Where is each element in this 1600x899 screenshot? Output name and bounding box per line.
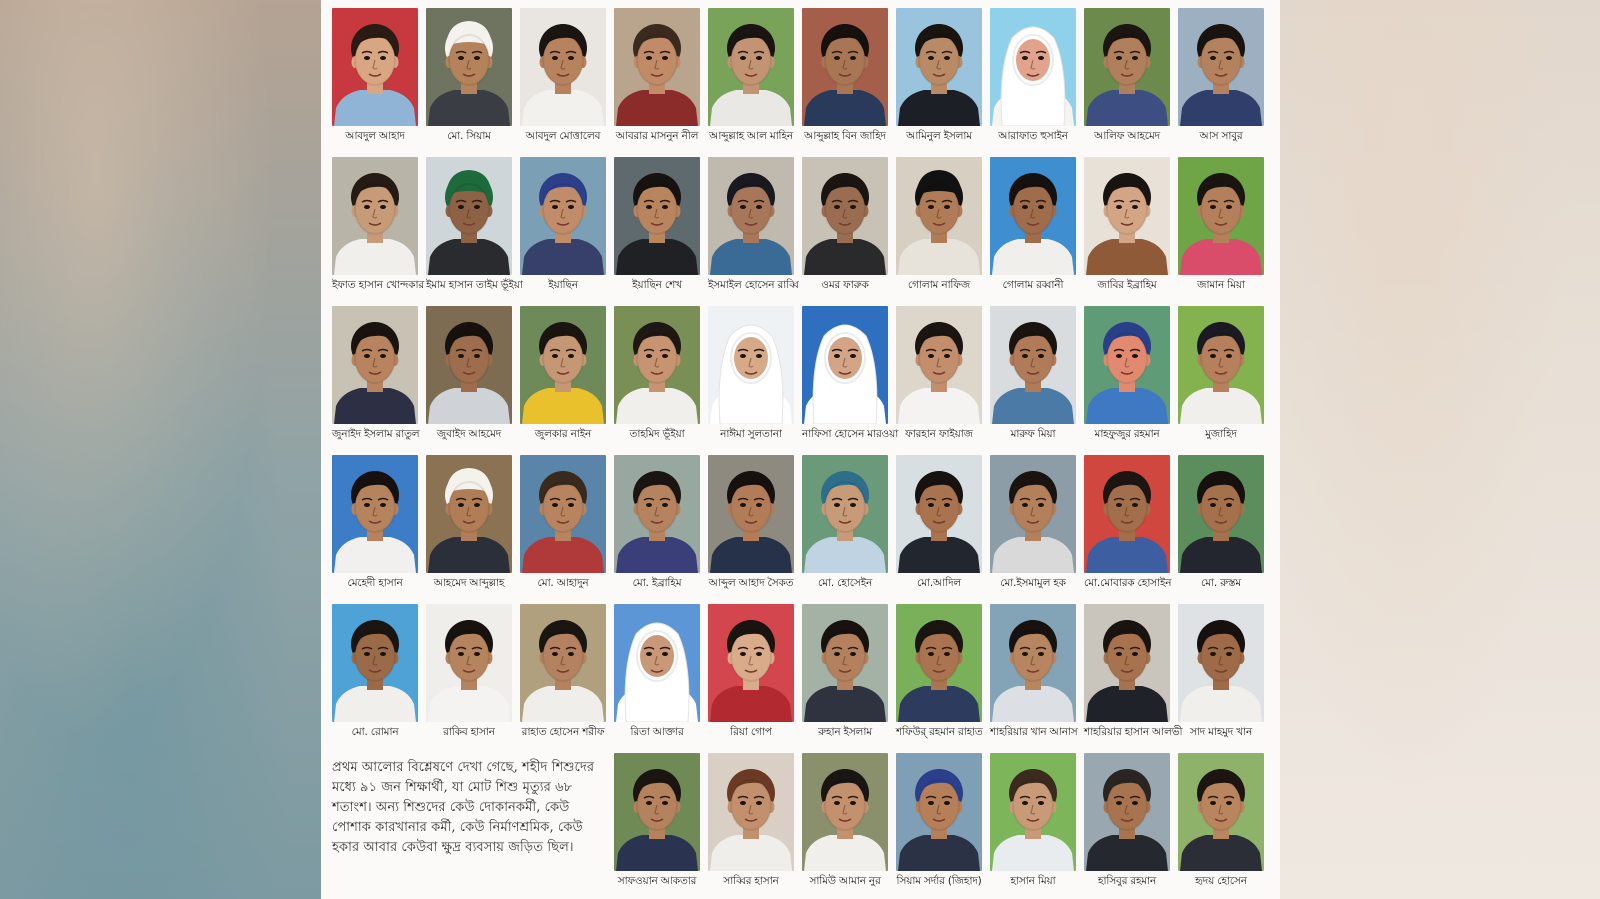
portrait-name: গোলাম নাফিজ bbox=[907, 279, 971, 291]
portrait-card bbox=[990, 455, 1076, 589]
portrait-card bbox=[426, 8, 512, 142]
portrait-name: আবদুল মোত্তালেব bbox=[525, 130, 601, 142]
portrait-name: আরাফাত হুসাইন bbox=[998, 130, 1068, 142]
portrait-photo bbox=[426, 306, 512, 424]
portrait-name: হৃদয় হোসেন bbox=[1195, 875, 1247, 887]
portrait-name: জুবাইদ আহমেদ bbox=[436, 428, 502, 440]
portrait-photo bbox=[802, 8, 888, 126]
portrait-card bbox=[520, 455, 606, 589]
portrait-photo bbox=[896, 753, 982, 871]
portrait-name: আবরার মাসনুন নীল bbox=[615, 130, 699, 142]
portrait-name: ইফাত হাসান খোন্দকার bbox=[332, 279, 424, 291]
portrait-name: সাফওয়ান আকতার bbox=[617, 875, 697, 887]
portrait-photo bbox=[1178, 306, 1264, 424]
portrait-card bbox=[990, 8, 1076, 142]
portrait-photo bbox=[802, 306, 888, 424]
portrait-name: রাকিব হাসান bbox=[443, 726, 495, 738]
blurred-background-left bbox=[0, 0, 321, 899]
portrait-name: মো. হোসেইন bbox=[817, 577, 873, 589]
portrait-card bbox=[990, 604, 1076, 738]
portrait-name: মাহফুজুর রহমান bbox=[1094, 428, 1160, 440]
portrait-card bbox=[802, 157, 888, 291]
portrait-card bbox=[1178, 604, 1264, 738]
portrait-photo bbox=[332, 8, 418, 126]
portrait-card bbox=[520, 306, 606, 440]
portrait-photo bbox=[802, 753, 888, 871]
portrait-card bbox=[896, 306, 982, 440]
portrait-name: জুনাইদ ইসলাম রাতুল bbox=[332, 428, 420, 440]
portrait-photo bbox=[802, 455, 888, 573]
portrait-card bbox=[708, 604, 794, 738]
portrait-photo bbox=[520, 157, 606, 275]
portrait-photo bbox=[520, 604, 606, 722]
portrait-card bbox=[332, 306, 418, 440]
portrait-photo bbox=[1178, 455, 1264, 573]
portrait-name: মুজাহিদ bbox=[1205, 428, 1237, 440]
portrait-card bbox=[1084, 306, 1170, 440]
portrait-card bbox=[426, 306, 512, 440]
portrait-card bbox=[896, 8, 982, 142]
portrait-card bbox=[1084, 8, 1170, 142]
portrait-photo bbox=[520, 306, 606, 424]
portrait-card bbox=[708, 753, 794, 887]
portrait-photo bbox=[708, 306, 794, 424]
portrait-photo bbox=[896, 306, 982, 424]
portrait-name: মো. রোমান bbox=[351, 726, 399, 738]
portrait-name: নাফিসা হোসেন মারওয়া bbox=[802, 428, 899, 440]
portrait-card bbox=[614, 8, 700, 142]
portrait-photo bbox=[1084, 604, 1170, 722]
portrait-card bbox=[708, 157, 799, 291]
portrait-card bbox=[1178, 157, 1264, 291]
portrait-name: আবদুল আহাদ bbox=[345, 130, 405, 142]
portrait-card bbox=[896, 157, 982, 291]
portrait-photo bbox=[332, 157, 418, 275]
portrait-photo bbox=[1084, 455, 1170, 573]
portrait-photo bbox=[426, 604, 512, 722]
portrait-card bbox=[802, 604, 888, 738]
portrait-photo bbox=[614, 753, 700, 871]
portrait-name: শাহরিয়ার খান আনাস bbox=[990, 726, 1078, 738]
portrait-photo bbox=[1084, 753, 1170, 871]
portrait-card bbox=[802, 753, 888, 887]
portrait-name: মো. আহাদুন bbox=[537, 577, 589, 589]
portrait-photo bbox=[896, 8, 982, 126]
portrait-name: জামান মিয়া bbox=[1197, 279, 1245, 291]
portrait-photo bbox=[1084, 8, 1170, 126]
portrait-photo bbox=[802, 604, 888, 722]
blurred-background-right bbox=[1280, 0, 1600, 899]
portrait-card bbox=[1178, 455, 1264, 589]
portrait-card bbox=[1178, 306, 1264, 440]
portrait-card bbox=[1084, 455, 1170, 589]
portrait-photo bbox=[1178, 604, 1264, 722]
portrait-photo bbox=[708, 8, 794, 126]
portrait-photo bbox=[332, 306, 418, 424]
portrait-name: শফিউর্ রহমান রাহাত bbox=[896, 726, 983, 738]
portrait-card bbox=[708, 455, 794, 589]
portrait-name: ইয়াছিন bbox=[548, 279, 578, 291]
portrait-photo bbox=[802, 157, 888, 275]
portrait-name: সামিউ আমান নুর bbox=[809, 875, 881, 887]
newspaper-clipping bbox=[321, 0, 1280, 899]
portrait-name: রিয়া গোপ bbox=[730, 726, 772, 738]
portrait-name: রিতা আক্তার bbox=[630, 726, 684, 738]
portrait-name: আস সাবুর bbox=[1199, 130, 1243, 142]
portrait-card bbox=[1084, 157, 1170, 291]
portrait-name: মো. সিয়াম bbox=[447, 130, 491, 142]
portrait-name: জুলকার নাইন bbox=[534, 428, 592, 440]
portrait-name: ফারহান ফাইয়াজ bbox=[905, 428, 973, 440]
portrait-name: সিয়াম সর্দার (জিহাদ) bbox=[896, 875, 982, 887]
portrait-name: ইয়াছিন শেখ bbox=[632, 279, 682, 291]
portrait-photo bbox=[990, 8, 1076, 126]
portrait-card bbox=[332, 8, 418, 142]
portrait-photo bbox=[708, 455, 794, 573]
portrait-card bbox=[990, 306, 1076, 440]
portrait-name: মো.আদিল bbox=[916, 577, 962, 589]
portrait-card bbox=[896, 455, 982, 589]
portrait-photo bbox=[1178, 157, 1264, 275]
portrait-name: সাদ মাহমুদ খান bbox=[1189, 726, 1253, 738]
portrait-card bbox=[332, 455, 418, 589]
portrait-name: শাহরিয়ার হাসান আলভী bbox=[1084, 726, 1183, 738]
portrait-photo bbox=[1084, 306, 1170, 424]
portrait-photo bbox=[426, 455, 512, 573]
analysis-caption: প্রথম আলোর বিশ্লেষণে দেখা গেছে, শহীদ শিশুদের মধ্যে ৯১ জন শিক্ষার্থী, যা মোট শিশু মৃত্যুর ৬৮ শতাংশ। অন্য শিশুদের কেউ দোকানকর্মী, কেউ পোশাক কারখানার কর্মী, কেউ নির্মাণশ্রমিক, কেউ হকার আবার কেউবা ক্ষুদ্র ব্যবসায় জড়িত ছিল। bbox=[332, 760, 595, 855]
portrait-card bbox=[1084, 604, 1183, 738]
portrait-card bbox=[1084, 753, 1170, 887]
portrait-photo bbox=[990, 455, 1076, 573]
portrait-photo bbox=[332, 455, 418, 573]
portrait-photo bbox=[708, 157, 794, 275]
portrait-card bbox=[896, 604, 982, 738]
portrait-card bbox=[520, 157, 606, 291]
portrait-photo bbox=[1084, 157, 1170, 275]
portrait-photo bbox=[520, 455, 606, 573]
portrait-name: জাবির ইব্রাহিম bbox=[1097, 279, 1157, 291]
portrait-card bbox=[332, 604, 418, 738]
portrait-photo bbox=[896, 455, 982, 573]
portrait-card bbox=[896, 753, 982, 887]
portrait-name: মো. রুস্তম bbox=[1200, 577, 1242, 589]
portrait-card bbox=[332, 157, 424, 291]
portrait-photo bbox=[708, 753, 794, 871]
portrait-photo bbox=[708, 604, 794, 722]
portrait-photo bbox=[614, 455, 700, 573]
portrait-card bbox=[426, 604, 512, 738]
portrait-card bbox=[614, 157, 700, 291]
portrait-name: মো. ইব্রাহিম bbox=[632, 577, 682, 589]
portrait-card bbox=[614, 604, 700, 738]
portrait-name: মেহেদী হাসান bbox=[347, 577, 403, 589]
portrait-name: ইমাম হাসান তাইম ভূঁইয়া bbox=[426, 279, 523, 291]
portrait-name: গোলাম রব্বানী bbox=[1002, 279, 1064, 291]
portrait-photo bbox=[990, 604, 1076, 722]
portrait-card bbox=[802, 306, 899, 440]
portrait-name: মারুফ মিয়া bbox=[1010, 428, 1056, 440]
portrait-photo bbox=[896, 157, 982, 275]
portrait-name: মো.মোবারক হোসাইন bbox=[1084, 577, 1172, 589]
portrait-card bbox=[802, 8, 888, 142]
portrait-name: মো.ইসমামুল হক bbox=[1000, 577, 1066, 589]
portrait-card bbox=[1178, 8, 1264, 142]
portrait-name: তাহমিদ ভূঁইয়া bbox=[629, 428, 685, 440]
portrait-card bbox=[990, 157, 1076, 291]
portrait-name: আহমেদ আব্দুল্লাহ bbox=[433, 577, 505, 589]
portrait-card bbox=[520, 8, 606, 142]
portrait-photo bbox=[614, 604, 700, 722]
portrait-photo bbox=[332, 604, 418, 722]
portrait-name: আব্দুল্লাহ বিন জাহিদ bbox=[804, 130, 886, 142]
portrait-photo bbox=[614, 157, 700, 275]
portrait-photo bbox=[426, 157, 512, 275]
portrait-card bbox=[614, 306, 700, 440]
portrait-name: ওমর ফারুক bbox=[821, 279, 869, 291]
portrait-photo bbox=[1178, 753, 1264, 871]
portrait-name: রুহান ইসলাম bbox=[818, 726, 872, 738]
portrait-name: সাব্বির হাসান bbox=[723, 875, 779, 887]
portrait-name: আলিফ আহমেদ bbox=[1094, 130, 1160, 142]
portrait-photo bbox=[990, 157, 1076, 275]
portrait-photo bbox=[614, 306, 700, 424]
portrait-card bbox=[990, 753, 1076, 887]
portrait-name: আব্দুল আহাদ সৈকত bbox=[708, 577, 794, 589]
portrait-card bbox=[708, 8, 794, 142]
portrait-name: আমিনুল ইসলাম bbox=[906, 130, 972, 142]
portrait-photo bbox=[896, 604, 982, 722]
portrait-name: নাঈমা সুলতানা bbox=[720, 428, 782, 440]
portrait-card bbox=[1178, 753, 1264, 887]
portrait-photo bbox=[990, 753, 1076, 871]
portrait-card bbox=[614, 753, 700, 887]
portrait-card bbox=[426, 455, 512, 589]
portrait-photo bbox=[990, 306, 1076, 424]
portrait-photo bbox=[426, 8, 512, 126]
portrait-photo bbox=[614, 8, 700, 126]
portrait-name: হাসিবুর রহমান bbox=[1097, 875, 1157, 887]
portrait-photo bbox=[1178, 8, 1264, 126]
portrait-card bbox=[614, 455, 700, 589]
portrait-card bbox=[426, 157, 523, 291]
portrait-name: ইসমাইল হোসেন রাব্বি bbox=[708, 279, 799, 291]
portrait-card bbox=[520, 604, 606, 738]
portrait-photo bbox=[520, 8, 606, 126]
portrait-card bbox=[708, 306, 794, 440]
portrait-name: আব্দুল্লাহ আল মাহিন bbox=[709, 130, 793, 142]
portrait-name: হাসান মিয়া bbox=[1010, 875, 1056, 887]
portrait-name: রাহাত হোসেন শরীফ bbox=[521, 726, 605, 738]
portrait-card bbox=[802, 455, 888, 589]
